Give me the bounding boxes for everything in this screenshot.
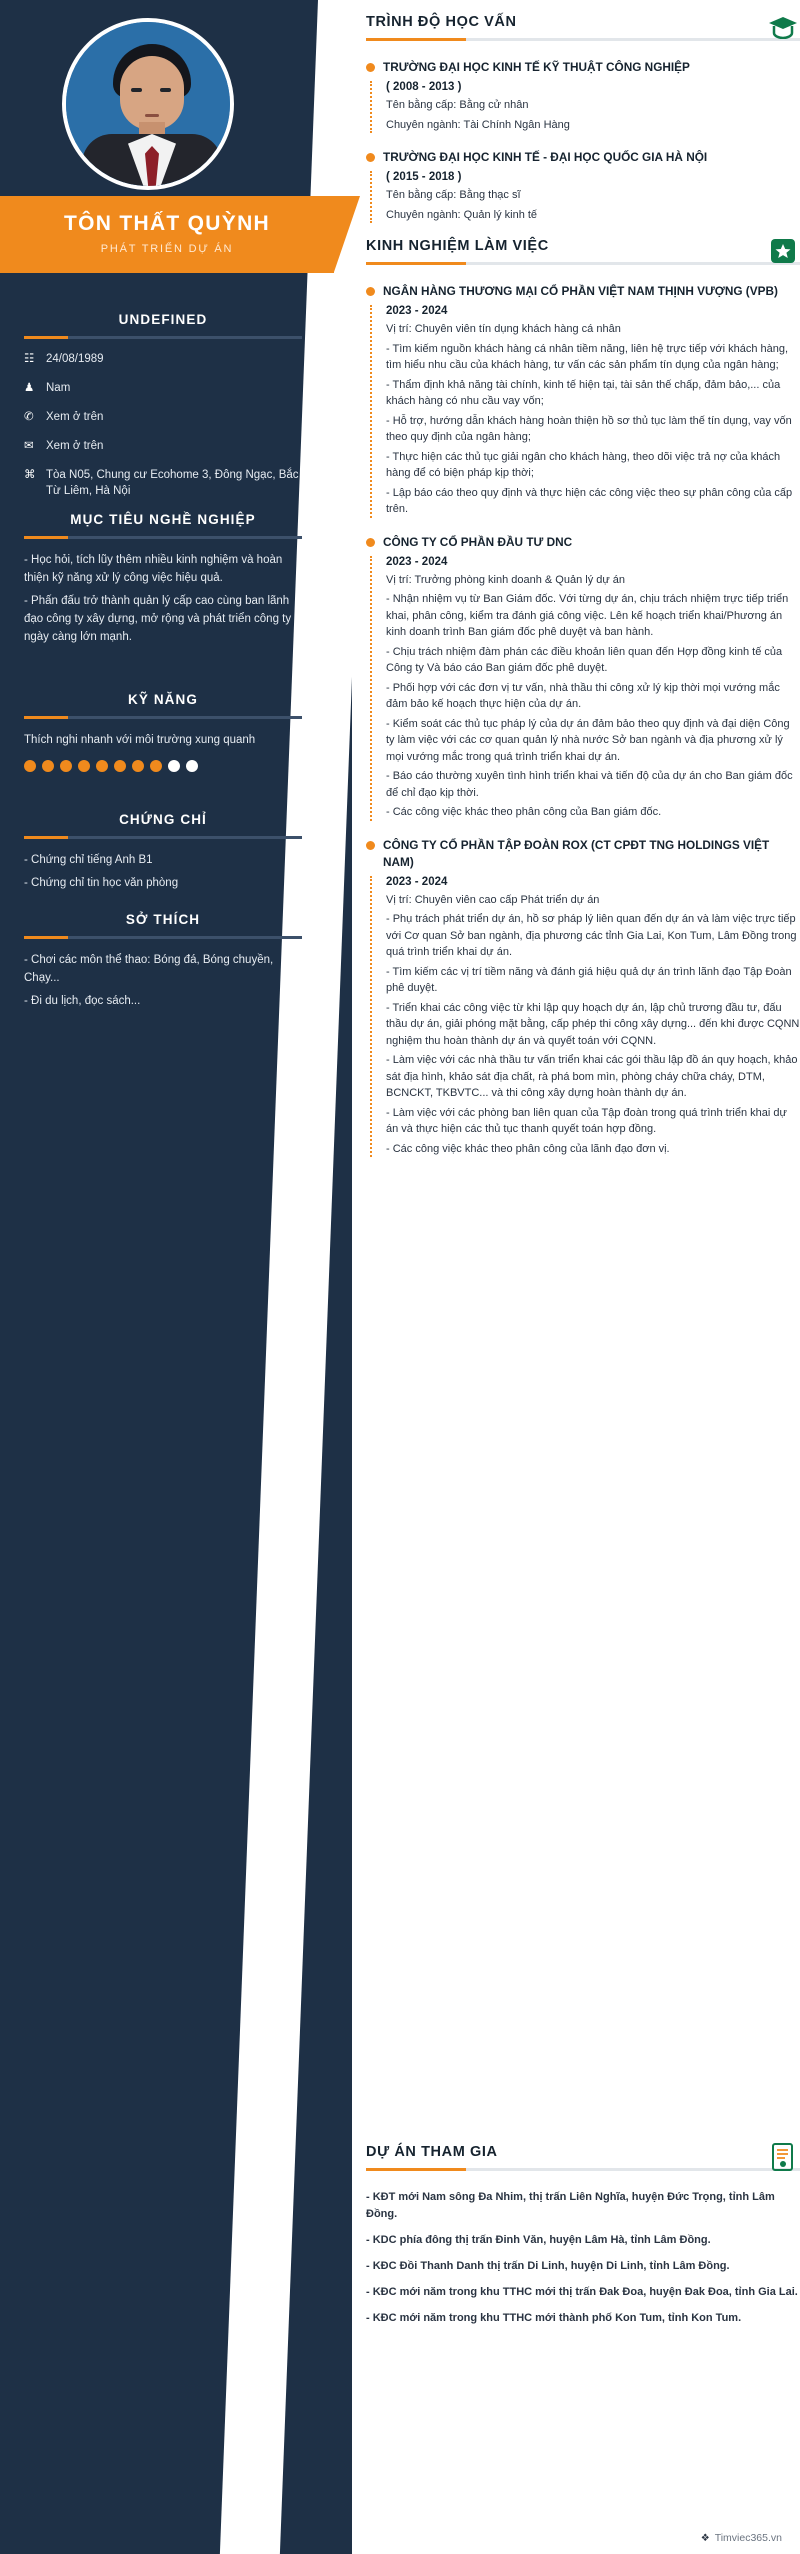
education-lines	[386, 97, 800, 133]
brand-name: Timviec365.vn	[714, 2532, 782, 2544]
objective-section	[24, 512, 302, 651]
info-row	[24, 438, 302, 454]
education-line: Tên bằng cấp: Bằng cử nhân	[386, 99, 529, 111]
experience-company: CÔNG TY CỔ PHẦN TẬP ĐOÀN ROX (CT CPĐT TNG HOLDINGS VIỆT NAM)	[383, 837, 770, 869]
skills-title: KỸ NĂNG	[128, 692, 198, 707]
experience-line: - Tìm kiếm các vị trí tiềm năng và đánh giá hiệu quả dự án trình lãnh đạo Tập Đoàn phê duyệt.	[386, 965, 792, 994]
hobby-item: - Đi du lịch, đọc sách...	[24, 995, 141, 1007]
divider	[366, 2168, 800, 2171]
gender-icon: ♟	[24, 382, 35, 394]
brand-logo-icon: ❖	[700, 2532, 710, 2544]
projects-list	[366, 2189, 800, 2327]
divider	[366, 262, 800, 265]
phone-value: Xem ở trên	[46, 411, 104, 423]
project-item: - KĐT mới Nam sông Đa Nhim, thị trấn Liên Nghĩa, huyện Đức Trọng, tỉnh Lâm Đồng.	[366, 2191, 775, 2220]
address-value: Tòa N05, Chung cư Ecohome 3, Đông Ngạc, Bắc Từ Liêm, Hà Nội	[46, 469, 299, 497]
education-detail	[370, 171, 800, 223]
experience-line: - Thực hiện các thủ tục giải ngân cho khách hàng, theo dõi việc trả nợ của khách hàng để có biện pháp kịp thời;	[386, 450, 781, 479]
skill-dot	[78, 760, 90, 772]
certificate-item: - Chứng chỉ tin học văn phòng	[24, 877, 179, 889]
experience-line: - Thẩm định khả năng tài chính, kinh tế hiện tại, tài sản thế chấp, đảm bảo,... của khách hàng có nhu cầu vay vốn;	[386, 378, 781, 407]
personal-info-section	[24, 312, 302, 512]
scroll-document-icon	[766, 2140, 800, 2174]
section-header	[366, 14, 800, 49]
watermark	[701, 2532, 782, 2544]
experience-line: - Hỗ trợ, hướng dẫn khách hàng hoàn thiện hồ sơ thủ tục làm thế tín dụng, vay vốn theo quy định của ngân hàng;	[386, 414, 792, 443]
education-school-row	[366, 149, 800, 166]
section-header	[366, 238, 800, 273]
personal-info-title: UNDEFINED	[118, 312, 208, 327]
experience-line: - Các công việc khác theo phân công của lãnh đạo đơn vị.	[386, 1142, 670, 1155]
graduation-cap-icon	[766, 10, 800, 44]
info-row	[24, 409, 302, 425]
candidate-name: TÔN THẤT QUỲNH	[63, 212, 271, 235]
skill-dot	[42, 760, 54, 772]
experience-company: CÔNG TY CỔ PHẦN ĐẦU TƯ DNC	[383, 534, 573, 549]
experience-line: - Phối hợp với các đơn vị tư vấn, nhà thầu thi công xử lý kịp thời mọi vướng mắc đảm bảo kế hoạch thực hiện của dự án.	[386, 681, 780, 710]
skills-text: Thích nghi nhanh với môi trường xung quanh	[24, 734, 256, 746]
project-item: - KDC phía đông thị trấn Đinh Văn, huyện Lâm Hà, tỉnh Lâm Đồng.	[366, 2234, 711, 2246]
skill-dot	[150, 760, 162, 772]
experience-company-row	[366, 283, 800, 300]
bullet-icon	[366, 63, 375, 72]
experience-years: 2023 - 2024	[386, 305, 448, 317]
experience-years: 2023 - 2024	[386, 555, 448, 568]
objective-title: MỤC TIÊU NGHỀ NGHIỆP	[70, 512, 256, 527]
info-row	[24, 351, 302, 367]
skill-dot-empty	[186, 760, 198, 772]
hobbies-section	[24, 912, 302, 1015]
bullet-icon	[366, 841, 375, 850]
portrait-eye-right	[160, 88, 171, 92]
divider	[24, 336, 302, 339]
experience-item	[366, 534, 800, 821]
objective-line: - Phấn đấu trở thành quản lý cấp cao cùng ban lãnh đạo công ty xây dựng, mở rộng và phát triển công ty ngày càng lớn mạnh.	[24, 595, 292, 643]
location-icon: ⌘	[24, 469, 36, 481]
skill-dot	[24, 760, 36, 772]
experience-lines	[386, 892, 800, 1158]
section-title: DỰ ÁN THAM GIA	[366, 2144, 498, 2160]
certificates-section	[24, 812, 302, 897]
experience-detail	[370, 876, 800, 1158]
skill-dot	[60, 760, 72, 772]
education-line: Chuyên ngành: Tài Chính Ngân Hàng	[386, 118, 570, 131]
experience-lines	[386, 572, 800, 821]
name-banner	[0, 196, 334, 273]
section-title: KINH NGHIỆM LÀM VIỆC	[366, 238, 549, 254]
experience-company: NGÂN HÀNG THƯƠNG MẠI CỔ PHẦN VIỆT NAM THỊNH VƯỢNG (VPB)	[383, 284, 778, 298]
hobbies-title: SỞ THÍCH	[125, 912, 201, 927]
mail-icon: ✉	[24, 440, 34, 452]
certificate-item: - Chứng chỉ tiếng Anh B1	[24, 854, 153, 866]
section-title: TRÌNH ĐỘ HỌC VẤN	[366, 14, 517, 30]
education-detail	[370, 81, 800, 133]
experience-line: - Chịu trách nhiệm đàm phán các điều khoản liên quan đến Hợp đồng kinh tế của Công ty Và báo cáo Ban giám đốc phê duyệt.	[386, 645, 783, 674]
experience-company-row	[366, 534, 800, 551]
project-item: - KĐC mới năm trong khu TTHC mới thành phố Kon Tum, tỉnh Kon Tum.	[366, 2312, 742, 2324]
experience-lines	[386, 321, 800, 518]
objective-line: - Học hỏi, tích lũy thêm nhiều kinh nghiệm và hoàn thiện kỹ năng xử lý công việc hiệu quả.	[24, 554, 283, 584]
experience-company-row	[366, 837, 800, 871]
skill-dot	[132, 760, 144, 772]
portrait-eye-left	[131, 88, 142, 92]
birthdate-value: 24/08/1989	[46, 353, 104, 365]
experience-line: - Kiểm soát các thủ tục pháp lý của dự án đảm bảo theo quy định và đại diện Công ty làm việc với các cơ quan quản lý nhà nước Sở ban ngành và địa phương xử lý mọi vướng mắc trong quá trình triển khai dự án.	[386, 717, 790, 763]
skill-dot	[96, 760, 108, 772]
education-years: ( 2015 - 2018 )	[386, 171, 462, 183]
skill-dot-empty	[168, 760, 180, 772]
experience-line: - Làm việc với các phòng ban liên quan của Tập đoàn trong quá trình triển khai dự án và thực hiện các thủ tục thanh quyết toán hợp đồng.	[386, 1106, 787, 1135]
divider	[24, 716, 302, 719]
candidate-role: PHÁT TRIỂN DỰ ÁN	[100, 243, 234, 255]
portrait-mouth	[145, 114, 159, 117]
education-line: Chuyên ngành: Quản lý kinh tế	[386, 208, 538, 221]
experience-line: - Lập báo cáo theo quy định và thực hiện các công việc theo sự phân công của cấp trên.	[386, 486, 793, 515]
divider	[24, 936, 302, 939]
bullet-icon	[366, 538, 375, 547]
experience-line: - Các công việc khác theo phân công của Ban giám đốc.	[386, 806, 662, 818]
gender-value: Nam	[46, 382, 71, 394]
certificates-title: CHỨNG CHỈ	[119, 812, 207, 827]
education-lines	[386, 187, 800, 223]
project-item: - KĐC mới năm trong khu TTHC mới thị trấn Đak Đoa, huyện Đak Đoa, tỉnh Gia Lai.	[366, 2286, 798, 2298]
divider	[366, 38, 800, 41]
star-shield-icon	[766, 234, 800, 268]
experience-line: Vị trí: Trưởng phòng kinh doanh & Quản lý dự án	[386, 573, 626, 586]
email-value: Xem ở trên	[46, 440, 104, 452]
education-school: TRƯỜNG ĐẠI HỌC KINH TẾ KỸ THUẬT CÔNG NGHIỆP	[383, 60, 690, 74]
education-item	[366, 149, 800, 223]
projects-section	[366, 2144, 800, 2336]
education-school: TRƯỜNG ĐẠI HỌC KINH TẾ - ĐẠI HỌC QUỐC GIA HÀ NỘI	[383, 150, 708, 164]
skill-dot	[114, 760, 126, 772]
experience-line: - Làm việc với các nhà thầu tư vấn triển khai các gói thầu lập đồ án quy hoạch, khảo sát địa hình, khảo sát địa chất, rà phá bom mìn, phòng cháy chữa cháy, DTM, BCNCKT, TKBVTC... và thi công xây dựng hoàn thành dự án.	[386, 1054, 798, 1099]
phone-icon: ✆	[24, 411, 34, 423]
experience-line: Vị trí: Chuyên viên cao cấp Phát triển dự án	[386, 893, 600, 906]
education-item	[366, 59, 800, 133]
objective-body	[24, 551, 302, 646]
education-section	[366, 14, 800, 239]
experience-line: - Báo cáo thường xuyên tình hình triển khai và tiến độ của dự án cho Ban giám đốc để chỉ đạo kịp thời.	[386, 770, 793, 799]
avatar	[62, 18, 234, 190]
bullet-icon	[366, 287, 375, 296]
avatar-photo	[66, 22, 230, 186]
portrait-face	[120, 56, 184, 130]
experience-line: - Tìm kiếm nguồn khách hàng cá nhân tiềm năng, liên hệ trực tiếp với khách hàng, tìm hiểu nhu cầu của khách hàng, tư vấn các sản phẩm tín dụng của ngân hàng;	[386, 342, 789, 371]
hobby-item: - Chơi các môn thể thao: Bóng đá, Bóng chuyền, Chạy...	[24, 954, 274, 984]
skills-section	[24, 692, 302, 772]
bullet-icon	[366, 153, 375, 162]
experience-detail	[370, 556, 800, 821]
education-line: Tên bằng cấp: Bằng thạc sĩ	[386, 189, 521, 201]
experience-detail	[370, 305, 800, 518]
experience-section	[366, 238, 800, 1173]
calendar-icon: ☷	[24, 353, 35, 365]
experience-line: - Phụ trách phát triển dự án, hồ sơ pháp lý liên quan đến dự án và làm việc trực tiếp với Cơ quan Sở ban ngành, địa phương các tỉnh Gia Lai, Kon Tum, Lâm Đồng trong quá trình triển khai dự án.	[386, 913, 797, 958]
project-item: - KĐC Đồi Thanh Danh thị trấn Di Linh, huyện Di Linh, tỉnh Lâm Đồng.	[366, 2260, 730, 2272]
hobbies-body	[24, 951, 302, 1010]
education-school-row	[366, 59, 800, 76]
experience-item	[366, 837, 800, 1158]
experience-item	[366, 283, 800, 518]
info-row	[24, 467, 302, 499]
divider	[24, 836, 302, 839]
experience-line: Vị trí: Chuyên viên tín dụng khách hàng cá nhân	[386, 323, 621, 335]
experience-line: - Nhận nhiệm vụ từ Ban Giám đốc. Với từng dự án, chịu trách nhiệm trực tiếp triển khai, phân công, kiểm tra đánh giá công việc. Lên kế hoạch triển khai/Phương án kinh doanh trình Ban giám đốc phê duyệt và ban hành.	[386, 593, 789, 638]
experience-years: 2023 - 2024	[386, 875, 448, 888]
skill-rating	[24, 760, 302, 772]
divider	[24, 536, 302, 539]
experience-line: - Triển khai các công việc từ khi lập quy hoạch dự án, lập chủ trương đầu tư, đấu thầu dự án, giải phóng mặt bằng, cấp phép thi công xây dựng... đến khi được CQNN nghiệm thu hoàn thành dự án và quyết toán với CQNN.	[386, 1001, 800, 1047]
section-header	[366, 2144, 800, 2179]
education-years: ( 2008 - 2013 )	[386, 81, 462, 93]
certificates-body	[24, 851, 302, 892]
info-row	[24, 380, 302, 396]
